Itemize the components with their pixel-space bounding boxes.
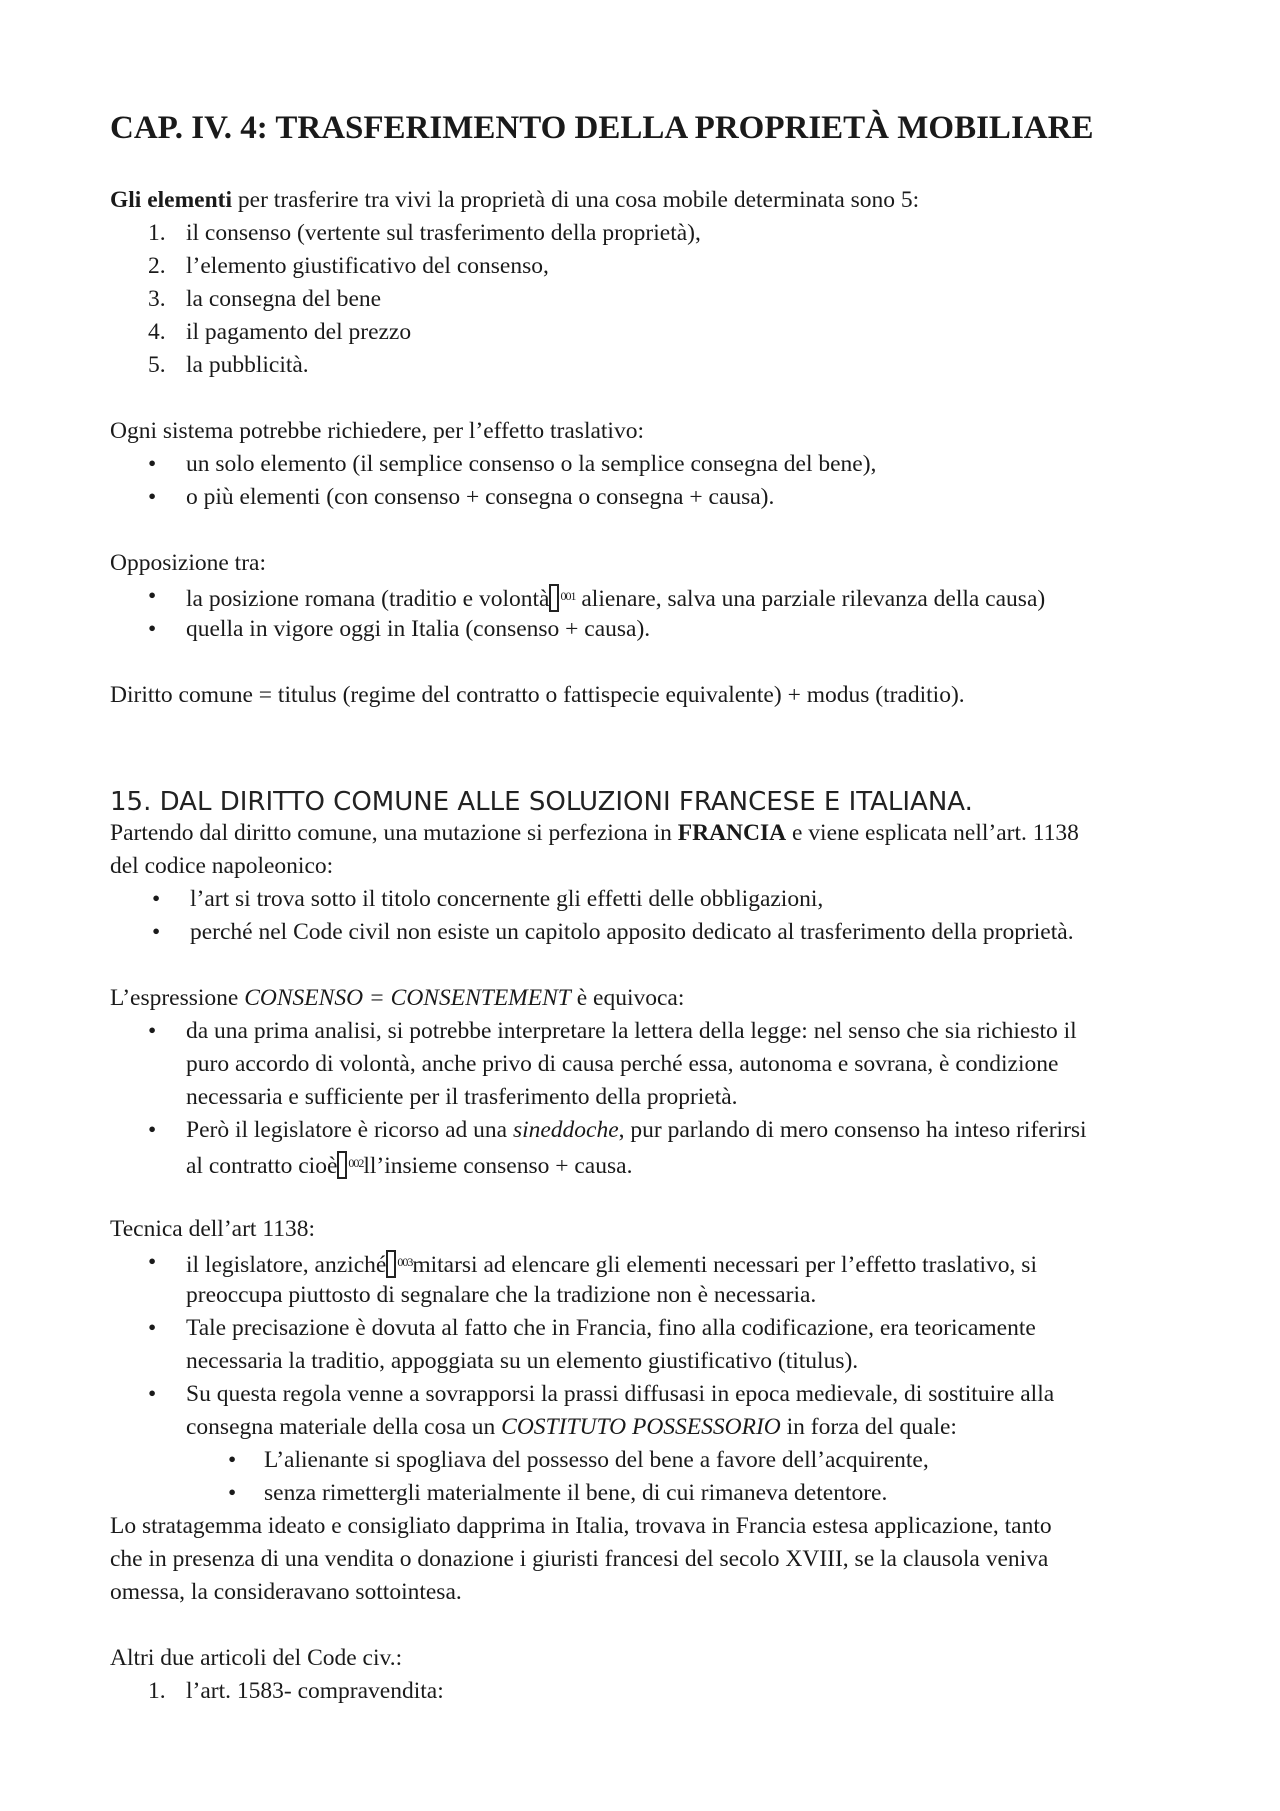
other-articles-lead: Altri due articoli del Code civ.: bbox=[110, 1645, 403, 1671]
missing-glyph-icon bbox=[337, 1151, 347, 1179]
list-text: perché nel Code civil non esiste un capitolo apposito dedicato al trasferimento della proprietà. bbox=[190, 919, 1074, 945]
list-text: un solo elemento (il semplice consenso o la semplice consegna del bene), bbox=[186, 451, 877, 477]
bullet-icon: • bbox=[148, 583, 157, 609]
missing-glyph-icon bbox=[549, 584, 559, 612]
list-text: il pagamento del prezzo bbox=[186, 319, 412, 345]
missing-glyph-icon bbox=[386, 1250, 396, 1278]
intro-paragraph bbox=[110, 184, 919, 217]
text-fragment: il legislatore, anziché bbox=[186, 1252, 387, 1278]
list-number: 5. bbox=[148, 352, 166, 378]
bullet-icon: • bbox=[148, 1381, 157, 1407]
bullet-icon: • bbox=[152, 886, 161, 912]
text-fragment: alienare, salva una parziale rilevanza della causa) bbox=[575, 586, 1046, 612]
list-text bbox=[186, 1114, 1087, 1147]
list-text bbox=[186, 1246, 1037, 1282]
page-title: CAP. IV. 4: TRASFERIMENTO DELLA PROPRIETÀ MOBILIARE bbox=[110, 110, 1094, 146]
intro-bold: Gli elementi bbox=[110, 187, 233, 213]
list-text: la consegna del bene bbox=[186, 286, 382, 312]
opposition-lead: Opposizione tra: bbox=[110, 550, 266, 576]
list-text: il consenso (vertente sul trasferimento della proprietà), bbox=[186, 220, 701, 246]
bullet-icon: • bbox=[148, 1249, 157, 1275]
list-text bbox=[186, 580, 1045, 616]
list-text: necessaria la traditio, appoggiata su un elemento giustificativo (titulus). bbox=[186, 1348, 859, 1374]
section-heading: 15. DAL DIRITTO COMUNE ALLE SOLUZIONI FRANCESE E ITALIANA. bbox=[110, 787, 973, 817]
section-paragraph bbox=[110, 817, 1079, 850]
bullet-icon: • bbox=[148, 451, 157, 477]
section-paragraph: del codice napoleonico: bbox=[110, 853, 334, 879]
bullet-icon: • bbox=[152, 919, 161, 945]
list-text: Tale precisazione è dovuta al fatto che in Francia, fino alla codificazione, era teoricamente bbox=[186, 1315, 1036, 1341]
list-text: Su questa regola venne a sovrapporsi la prassi diffusasi in epoca medievale, di sostituire alla bbox=[186, 1381, 1055, 1407]
system-lead: Ogni sistema potrebbe richiedere, per l’effetto traslativo: bbox=[110, 418, 644, 444]
bullet-icon: • bbox=[228, 1447, 237, 1473]
common-law-paragraph: Diritto comune = titulus (regime del contratto o fattispecie equivalente) + modus (traditio). bbox=[110, 682, 965, 708]
italic-fragment: CONSENSO = CONSENTEMENT bbox=[244, 985, 571, 1011]
list-text: puro accordo di volontà, anche privo di causa perché essa, autonoma e sovrana, è condizione bbox=[186, 1051, 1059, 1077]
list-number: 3. bbox=[148, 286, 166, 312]
list-text: preoccupa piuttosto di segnalare che la tradizione non è necessaria. bbox=[186, 1282, 817, 1308]
list-text: da una prima analisi, si potrebbe interpretare la lettera della legge: nel senso che sia richiesto il bbox=[186, 1018, 1077, 1044]
text-fragment: consegna materiale della cosa un bbox=[186, 1414, 502, 1440]
text-fragment: ll’insieme consenso + causa. bbox=[363, 1153, 633, 1179]
text-fragment: L’espressione bbox=[110, 985, 245, 1011]
list-number: 4. bbox=[148, 319, 166, 345]
glyph-code: 003 bbox=[397, 1255, 413, 1269]
list-text bbox=[186, 1147, 632, 1183]
list-text: o più elementi (con consenso + consegna o consegna + causa). bbox=[186, 484, 775, 510]
list-text: l’art. 1583- compravendita: bbox=[186, 1678, 444, 1704]
list-number: 2. bbox=[148, 253, 166, 279]
list-text: necessaria e sufficiente per il trasferimento della proprietà. bbox=[186, 1084, 738, 1110]
glyph-code: 001 bbox=[560, 589, 576, 603]
list-text: la pubblicità. bbox=[186, 352, 309, 378]
bold-fragment: FRANCIA bbox=[677, 820, 787, 846]
intro-text: per trasferire tra vivi la proprietà di una cosa mobile determinata sono 5: bbox=[232, 187, 920, 213]
bullet-icon: • bbox=[228, 1480, 237, 1506]
list-number: 1. bbox=[148, 1678, 166, 1704]
glyph-code: 002 bbox=[348, 1156, 364, 1170]
text-fragment: mitarsi ad elencare gli elementi necessari per l’effetto traslativo, si bbox=[412, 1252, 1037, 1278]
stratagem-paragraph: Lo stratagemma ideato e consigliato dapprima in Italia, trovava in Francia estesa applicazione, tanto bbox=[110, 1513, 1052, 1539]
list-text: senza rimettergli materialmente il bene, di cui rimaneva detentore. bbox=[264, 1480, 888, 1506]
list-text: l’art si trova sotto il titolo concernente gli effetti delle obbligazioni, bbox=[190, 886, 824, 912]
bullet-icon: • bbox=[148, 484, 157, 510]
text-fragment: la posizione romana (traditio e volontà bbox=[186, 586, 550, 612]
bullet-icon: • bbox=[148, 1117, 157, 1143]
list-number: 1. bbox=[148, 220, 166, 246]
text-fragment: è equivoca: bbox=[570, 985, 685, 1011]
bullet-icon: • bbox=[148, 616, 157, 642]
stratagem-paragraph: omessa, la consideravano sottointesa. bbox=[110, 1579, 462, 1605]
text-fragment: , pur parlando di mero consenso ha inteso riferirsi bbox=[618, 1117, 1087, 1143]
bullet-icon: • bbox=[148, 1315, 157, 1341]
text-fragment: al contratto cioè bbox=[186, 1153, 338, 1179]
text-fragment: in forza del quale: bbox=[780, 1414, 957, 1440]
list-text: quella in vigore oggi in Italia (consenso + causa). bbox=[186, 616, 651, 642]
bullet-icon: • bbox=[148, 1018, 157, 1044]
tecnica-lead: Tecnica dell’art 1138: bbox=[110, 1216, 315, 1242]
list-text: l’elemento giustificativo del consenso, bbox=[186, 253, 549, 279]
italic-fragment: COSTITUTO POSSESSORIO bbox=[501, 1414, 781, 1440]
list-text: L’alienante si spogliava del possesso del bene a favore dell’acquirente, bbox=[264, 1447, 929, 1473]
stratagem-paragraph: che in presenza di una vendita o donazione i giuristi francesi del secolo XVIII, se la clausola veniva bbox=[110, 1546, 1049, 1572]
list-text bbox=[186, 1411, 957, 1444]
text-fragment: Però il legislatore è ricorso ad una bbox=[186, 1117, 513, 1143]
consenso-lead bbox=[110, 982, 684, 1015]
text-fragment: e viene esplicata nell’art. 1138 bbox=[786, 820, 1079, 846]
text-fragment: Partendo dal diritto comune, una mutazione si perfeziona in bbox=[110, 820, 678, 846]
italic-fragment: sineddoche bbox=[512, 1117, 619, 1143]
